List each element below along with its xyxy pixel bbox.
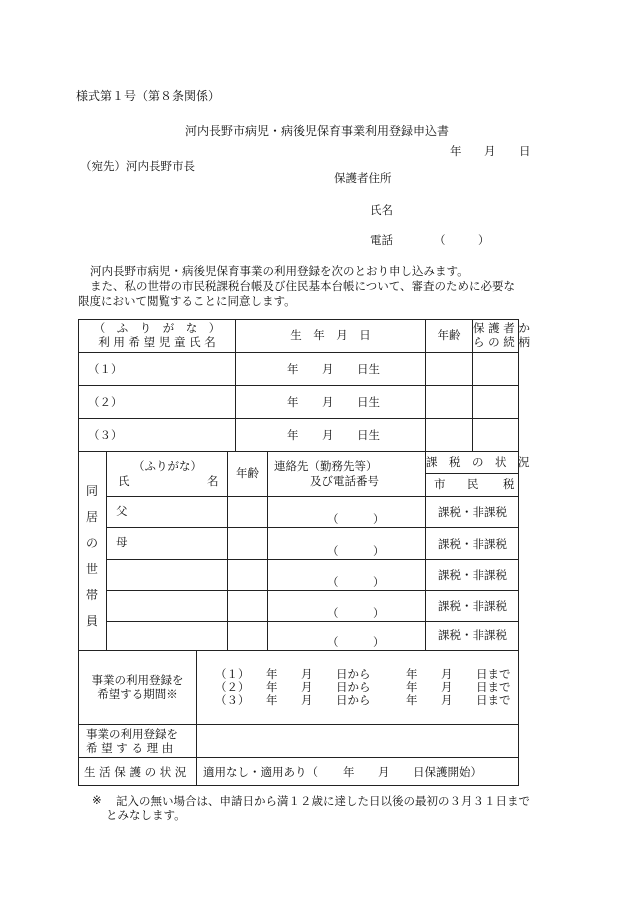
household-label-char: 同 [85,484,98,498]
period-from-year: 年 [266,693,278,707]
period-label-2: 希望する期間※ [97,687,178,701]
welfare-year: 年 [343,765,355,779]
phone-paren-open: （ [434,233,446,247]
period-from-month: 月 [301,667,313,681]
child-birth-year: 年 [287,395,299,409]
period-number: （３） [215,693,250,707]
household-relation: 母 [116,535,128,549]
reason-label: 事業の利用登録を [86,727,178,741]
application-table [78,319,530,786]
household-tax-status: 課税・非課税 [438,537,507,551]
applicant-name-label: 氏名 [370,203,393,217]
child-furigana-header: （ ふ り が な ） [93,321,221,335]
child-age-header: 年齢 [437,328,461,342]
period-to-month: 月 [441,667,453,681]
period-label: 事業の利用登録を [91,673,184,687]
welfare-label: 生 活 保 護 の 状 況 [84,765,187,779]
form-number: 様式第１号（第８条関係） [76,89,221,103]
footnote-line-2: とみなします。 [106,808,186,822]
period-from-year: 年 [266,667,278,681]
child-birth-year: 年 [287,362,299,376]
phone-paren-close: ） [478,233,490,247]
reason-label-2: 希 望 す る 理 由 [86,741,174,755]
footnote-mark: ※ [92,793,102,807]
household-age-header: 年齢 [236,466,259,480]
body-text-line-3: 限度において閲覧することに同意します。 [78,294,296,308]
household-tax-status: 課税・非課税 [438,568,507,582]
household-name-header: 氏 [118,474,130,488]
household-contact-header: 連絡先（勤務先等） [274,459,378,473]
household-label-char: 員 [85,614,98,628]
period-from-day: 日から [336,693,371,707]
tax-status-header: 課 税 の 状 況 [426,455,530,469]
period-to-month: 月 [441,693,453,707]
household-label-char: 世 [85,562,98,576]
welfare-suffix: 日保護開始） [413,765,482,779]
applicant-address-label: 保護者住所 [334,171,392,185]
child-row-number: （３） [88,428,123,442]
period-to-month: 月 [441,680,453,694]
household-phone-paren: （ ） [327,575,385,589]
period-to-day: 日まで [476,680,511,694]
welfare-month: 月 [378,765,390,779]
child-birth-day: 日生 [357,362,380,376]
period-to-day: 日まで [476,667,511,681]
period-from-day: 日から [336,680,371,694]
date-year-label: 年 [450,144,462,158]
household-furigana-header: （ふりがな） [133,459,202,473]
child-birth-day: 日生 [357,428,380,442]
period-from-year: 年 [266,680,278,694]
period-to-day: 日まで [476,693,511,707]
household-name-header-2: 名 [207,474,219,488]
date-month-label: 月 [484,144,496,158]
body-text-line-2: また、私の世帯の市民税課税台帳及び住民基本台帳について、審査のために必要な [90,279,516,293]
city-tax-header-3: 税 [503,477,515,491]
city-tax-header-2: 民 [467,477,479,491]
household-tax-status: 課税・非課税 [438,505,507,519]
date-day-label: 日 [519,144,531,158]
household-label-char: 居 [85,510,98,524]
child-birth-month: 月 [322,395,334,409]
child-relation-header: 保 護 者 か [473,321,530,335]
child-relation-header-2: ら の 続 柄 [473,335,530,349]
body-text-line-1: 河内長野市病児・病後児保育事業の利用登録を次のとおり申し込みます。 [90,264,469,278]
period-from-day: 日から [336,667,371,681]
household-tax-status: 課税・非課税 [438,628,507,642]
addressee: （宛先）河内長野市長 [80,159,195,173]
period-number: （１） [215,667,250,681]
child-birth-day: 日生 [357,395,380,409]
footnote-line-1: 記入の無い場合は、申請日から満１２歳に達した日以後の最初の３月３１日まで [116,794,530,808]
period-to-year: 年 [406,667,418,681]
period-from-month: 月 [301,680,313,694]
applicant-phone-label: 電話 [370,233,393,247]
form-title: 河内長野市病児・病後児保育事業利用登録申込書 [185,124,450,138]
child-birth-header: 生 年 月 日 [290,328,371,342]
household-phone-paren: （ ） [327,606,385,620]
household-tax-status: 課税・非課税 [438,599,507,613]
child-row-number: （２） [88,395,123,409]
period-number: （２） [215,680,250,694]
child-birth-month: 月 [322,362,334,376]
household-phone-paren: （ ） [327,635,385,649]
welfare-value-prefix: 適用なし・適用あり（ [203,765,318,779]
household-phone-paren: （ ） [327,512,385,526]
child-birth-year: 年 [287,428,299,442]
household-label-char: 帯 [85,588,98,602]
period-to-year: 年 [406,680,418,694]
household-label-char: の [85,536,98,550]
period-from-month: 月 [301,693,313,707]
child-birth-month: 月 [322,428,334,442]
household-contact-header-2: 及び電話番号 [310,474,379,488]
city-tax-header-1: 市 [434,477,446,491]
household-relation: 父 [116,504,128,518]
child-name-header: 利 用 希 望 児 童 氏 名 [98,335,216,349]
child-row-number: （１） [88,362,123,376]
period-to-year: 年 [406,693,418,707]
household-phone-paren: （ ） [327,544,385,558]
